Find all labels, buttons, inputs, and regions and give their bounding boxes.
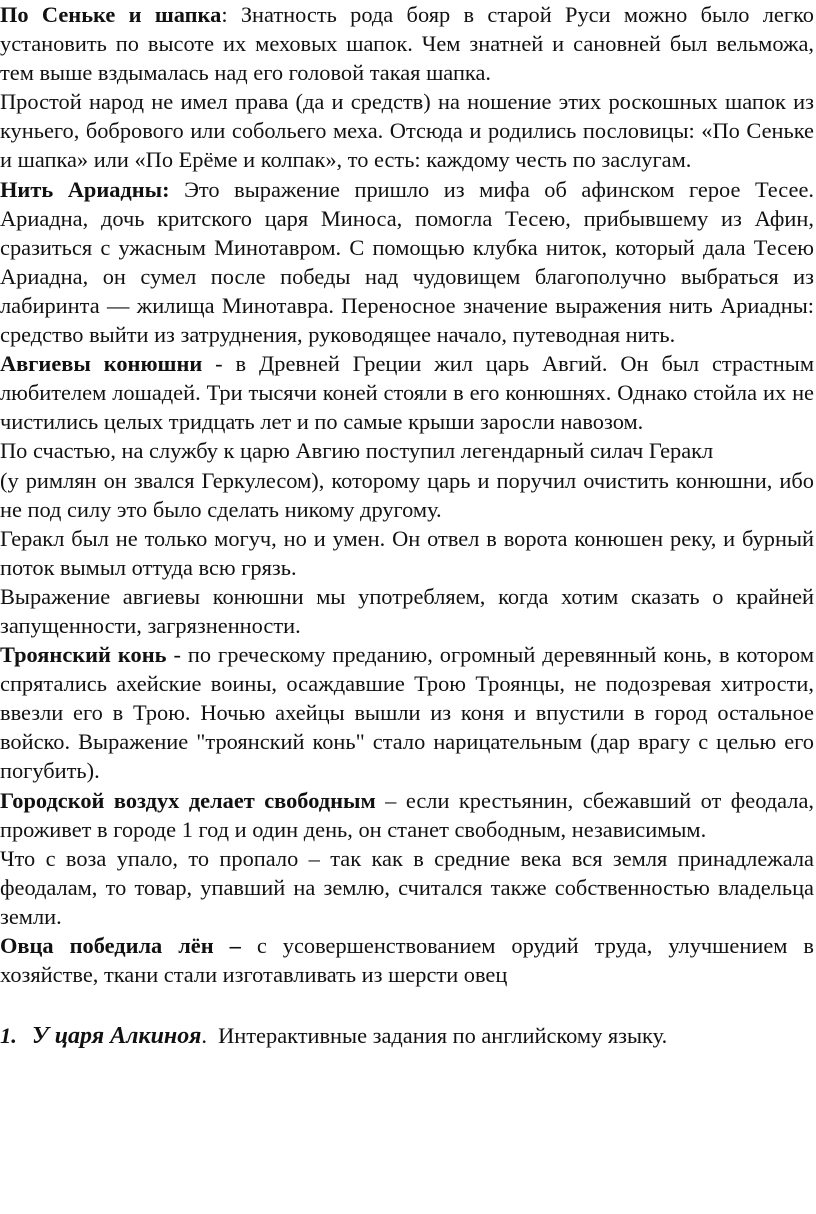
entry-text: Что с воза упало, то пропало – так как в средние века вся земля принадлежала феодалам, то товар, упавший на землю, считался также собственностью владельца земли.	[0, 845, 814, 929]
entry-separator	[170, 177, 185, 202]
entry-text: в Древней Греции жил царь Авгий. Он был страстным любителем лошадей. Три тысячи коней стояли в его конюшнях. Однако стойла их не чистились целых тридцать лет и по самые крыши заросли навозом.	[0, 351, 814, 435]
entry-text: По счастью, на службу к царю Авгию поступил легендарный силач Геракл	[0, 438, 714, 464]
entry-paragraph	[0, 524, 814, 582]
list-item-text: Интерактивные задания по английскому языку.	[206, 1023, 668, 1049]
entry-paragraph	[0, 87, 814, 174]
entry-paragraph	[0, 436, 814, 465]
entry-text: Это выражение пришло из мифа об афинском герое Тесее. Ариадна, дочь критского царя Миноса, помогла Тесею, прибывшему из Афин, сразиться с ужасным Минотавром. С помощью клубка ниток, который дала Тесею Ариадна, он сумел после победы над чудовищем благополучно выбраться из лабиринта — жилища Минотавра. Переносное значение выражения нить Ариадны: средство выйти из затруднения, руководящее начало, путеводная нить.	[0, 176, 814, 348]
entry-text: по греческому преданию, огромный деревянный конь, в котором спрятались ахейские воины, осаждавшие Трою Троянцы, не подозревая хитрости, ввезли его в Трою. Ночью ахейцы вышли из коня и впустили в город остальное войско. Выражение "троянский конь" стало нарицательным (дар врагу с целью его погубить).	[0, 642, 814, 784]
entry-term: Нить Ариадны:	[0, 176, 170, 202]
entry-avgievy-konyushni	[0, 349, 814, 436]
entry-term: По Сеньке и шапка	[0, 2, 222, 27]
entry-gorodskoy-vozdukh	[0, 786, 814, 844]
entry-text: если крестьянин, сбежавший от феодала, проживет в городе 1 год и один день, он станет свободным, независимым.	[0, 787, 814, 842]
entry-term: Городской воздух делает свободным	[0, 787, 376, 813]
entry-text: с усовершенствованием орудий труда, улучшением в хозяйстве, ткани стали изготавливать из шерсти овец	[0, 933, 814, 988]
entry-ovtsa-pobedila-lyon	[0, 931, 814, 989]
entry-separator	[241, 933, 257, 958]
entry-separator: –	[375, 787, 406, 813]
entry-term: Авгиевы конюшни	[0, 351, 203, 377]
numbered-list-item	[0, 1021, 814, 1051]
list-item-title-end: .	[201, 1023, 207, 1049]
entry-troyanskiy-kon	[0, 640, 814, 785]
entry-po-senke	[0, 0, 814, 87]
entry-text: Знатность рода бояр в старой Руси можно было легко установить по высоте их меховых шапок. Чем знатней и сановней был вельможа, тем выше вздымалась над его головой такая шапка.	[0, 2, 814, 86]
entry-separator: -	[202, 351, 236, 377]
list-item-title: У царя Алкиноя	[32, 1023, 202, 1050]
entry-separator: -	[166, 642, 188, 668]
list-item-number: 1.	[0, 1023, 17, 1049]
entry-text: Геракл был не только могуч, но и умен. Он отвел в ворота конюшен реку, и бурный поток вымыл оттуда всю грязь.	[0, 525, 814, 580]
entry-paragraph	[0, 582, 814, 640]
entry-separator: :	[221, 2, 241, 27]
entry-nit-ariadny	[0, 175, 814, 350]
entry-text: Выражение авгиевы конюшни мы употребляем, когда хотим сказать о крайней запущенности, загрязненности.	[0, 583, 814, 638]
entry-text: (у римлян он звался Геркулесом), которому царь и поручил очистить конюшни, ибо не под силу это было сделать никому другому.	[0, 467, 814, 522]
entry-term: Троянский конь	[0, 642, 167, 668]
entry-text: Простой народ не имел права (да и средств) на ношение этих роскошных шапок из куньего, бобрового или собольего меха. Отсюда и родились пословицы: «По Сеньке и шапка» или «По Ерёме и колпак», то есть: каждому честь по заслугам.	[0, 89, 814, 173]
entry-paragraph	[0, 844, 814, 931]
entry-term: Овца победила лён –	[0, 933, 241, 958]
entry-paragraph	[0, 466, 814, 524]
